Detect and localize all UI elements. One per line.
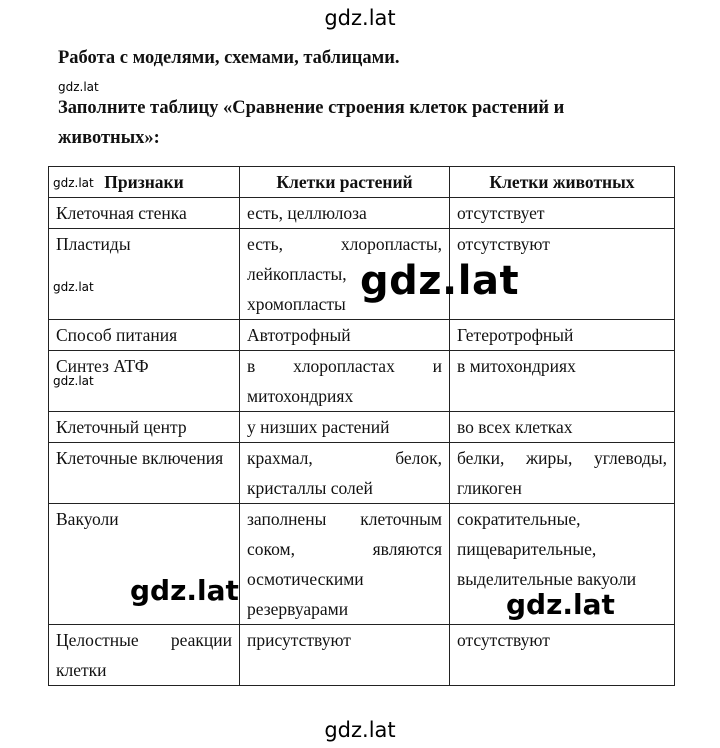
- plant-cell: крахмал, белок, кристаллы солей: [240, 443, 450, 504]
- animal-cell: в митохондриях: [450, 351, 675, 412]
- watermark-medium: gdz.lat: [130, 574, 239, 607]
- section-heading: Работа с моделями, схемами, таблицами.: [58, 48, 400, 68]
- plant-cell: есть, целлюлоза: [240, 198, 450, 229]
- table-row: [49, 351, 675, 412]
- feature-cell: Клеточные включения: [49, 443, 240, 504]
- feature-cell: Вакуоли: [49, 504, 240, 625]
- table-row: [49, 625, 675, 686]
- feature-cell: Способ питания: [49, 320, 240, 351]
- feature-cell: Клеточный центр: [49, 412, 240, 443]
- plant-cell: заполнены клеточным соком, являются осмотическими резервуарами: [240, 504, 450, 625]
- animal-cell: отсутствуют: [450, 229, 675, 320]
- watermark-small: gdz.lat: [53, 176, 94, 190]
- table-row: [49, 320, 675, 351]
- watermark-large: gdz.lat: [360, 258, 520, 304]
- table-header-row: [49, 167, 675, 198]
- plant-cell: у низших растений: [240, 412, 450, 443]
- watermark-small: gdz.lat: [58, 80, 99, 94]
- table-row: [49, 443, 675, 504]
- watermark-top: gdz.lat: [324, 6, 396, 30]
- watermark-small: gdz.lat: [53, 374, 94, 388]
- plant-cell: есть, хлоропласты, лейкопласты, хромопласты: [240, 229, 450, 320]
- plant-cell: Автотрофный: [240, 320, 450, 351]
- table-row: [49, 198, 675, 229]
- animal-cell: белки, жиры, углеводы, гликоген: [450, 443, 675, 504]
- feature-cell: Целостные реакции клетки: [49, 625, 240, 686]
- feature-cell: Синтез АТФ: [49, 351, 240, 412]
- animal-cell: сократительные, пищеварительные, выделительные вакуоли: [450, 504, 675, 625]
- animal-cell: отсутствует: [450, 198, 675, 229]
- plant-cell: присутствуют: [240, 625, 450, 686]
- header-plant-cells: Клетки растений: [240, 167, 450, 198]
- animal-cell: во всех клетках: [450, 412, 675, 443]
- header-features: Признаки: [49, 167, 240, 198]
- animal-cell: отсутствуют: [450, 625, 675, 686]
- header-animal-cells: Клетки животных: [450, 167, 675, 198]
- task-heading: Заполните таблицу «Сравнение строения клеток растений и животных»:: [58, 98, 565, 148]
- plant-cell: в хлоропластах и митохондриях: [240, 351, 450, 412]
- feature-cell: Клеточная стенка: [49, 198, 240, 229]
- feature-cell: Пластиды: [49, 229, 240, 320]
- watermark-small: gdz.lat: [53, 280, 94, 294]
- watermark-medium: gdz.lat: [506, 588, 615, 621]
- table-row: [49, 412, 675, 443]
- animal-cell: Гетеротрофный: [450, 320, 675, 351]
- watermark-bottom: gdz.lat: [324, 718, 396, 742]
